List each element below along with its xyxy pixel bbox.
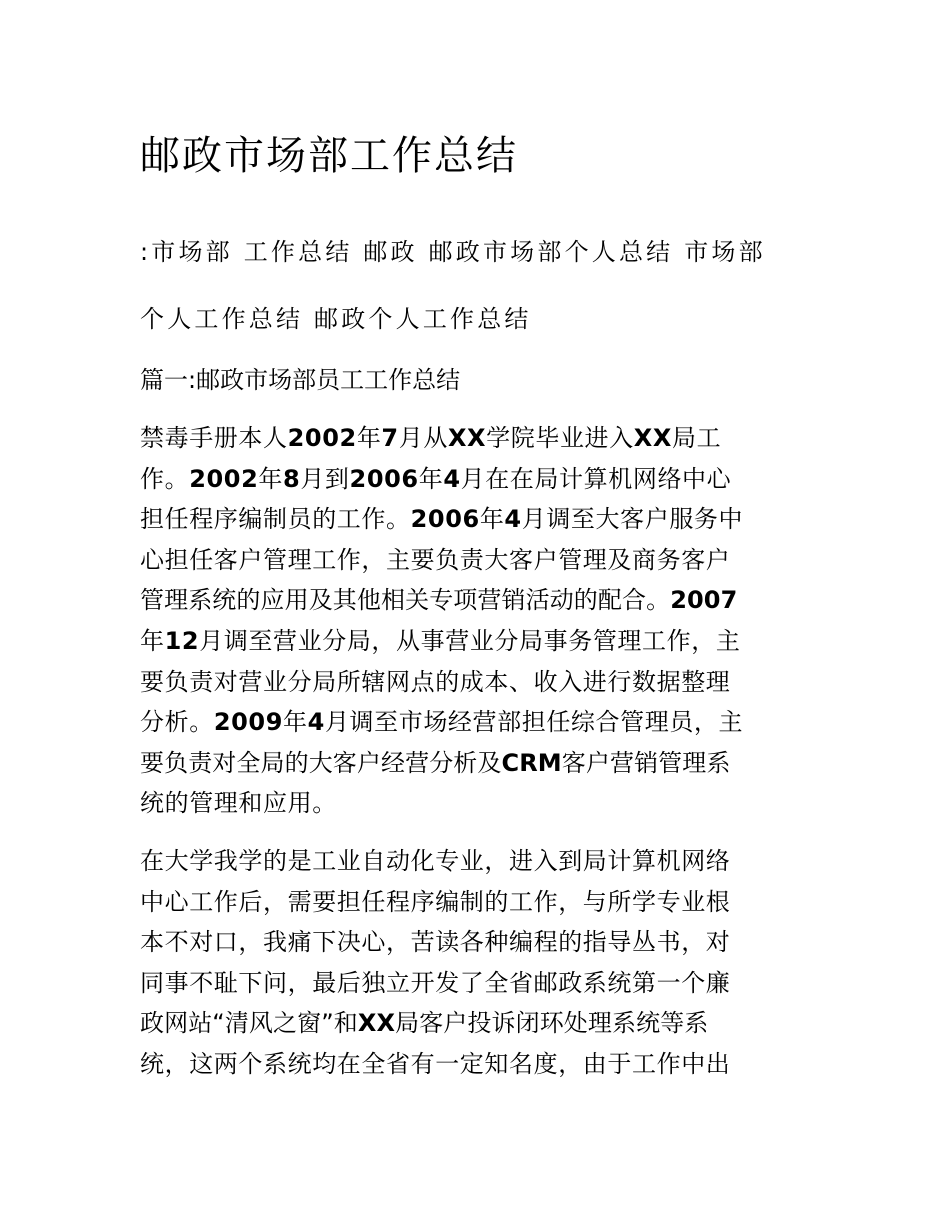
paragraph-line: 心担任客户管理工作，主要负责大客户管理及商务客户 [140,545,731,574]
emphasis-text: 2002 [189,464,259,493]
paragraph-line: 统，这两个系统均在全省有一定知名度，由于工作中出 [140,1049,731,1078]
emphasis-text: XX [633,424,672,452]
paragraph-line: 要负责对营业分局所辖网点的成本、收入进行数据整理 [140,667,731,696]
document-title: 邮政市场部工作总结 [140,133,518,179]
emphasis-text: XX [447,424,487,452]
emphasis-text: 2006 [410,505,480,534]
emphasis-text: CRM [501,748,562,777]
paragraph-line: 禁毒手册本人2002年7月从XX学院毕业进入XX局工 [140,424,722,452]
keywords-line: 个人工作总结 邮政个人工作总结 [140,305,532,333]
paragraph-line: 中心工作后，需要担任程序编制的工作，与所学专业根 [140,887,731,916]
emphasis-text: 2002 [287,424,357,452]
paragraph-line: 本不对口，我痛下决心，苦读各种编程的指导丛书，对 [140,928,731,957]
keywords-block [140,232,820,339]
section-heading: 篇一:邮政市场部员工工作总结 [140,366,461,394]
emphasis-text: 12 [164,626,200,655]
paragraph-line: 同事不耻下问，最后独立开发了全省邮政系统第一个廉 [140,968,731,997]
emphasis-text: 2009 [213,708,284,737]
paragraph-line: 统的管理和应用。 [140,789,337,818]
emphasis-text: 4 [307,708,325,737]
paragraph-2 [140,841,815,1085]
keywords-line: :市场部 工作总结 邮政 邮政市场部个人总结 市场部 [140,238,766,266]
emphasis-text: 4 [504,505,522,534]
emphasis-text: 2006 [349,464,419,493]
paragraph-line: 管理系统的应用及其他相关专项营销活动的配合。2007 [140,586,738,615]
paragraph-line: 分析。2009年4月调至市场经营部担任综合管理员，主 [140,708,744,737]
paragraph-line: 要负责对全局的大客户经营分析及CRM客户营销管理系 [140,748,731,777]
emphasis-text: 2007 [670,586,738,615]
emphasis-text: 8 [283,464,301,493]
emphasis-text: XX [357,1009,396,1038]
paragraph-line: 年12月调至营业分局，从事营业分局事务管理工作，主 [140,626,741,655]
emphasis-text: 7 [381,424,399,452]
paragraph-line: 作。2002年8月到2006年4月在在局计算机网络中心 [140,464,732,493]
paragraph-line: 在大学我学的是工业自动化专业，进入到局计算机网络 [140,847,731,875]
paragraph-1 [140,418,815,824]
emphasis-text: 4 [443,464,461,493]
paragraph-line: 担任程序编制员的工作。2006年4月调至大客户服务中 [140,505,744,534]
paragraph-line: 政网站“清风之窗”和XX局客户投诉闭环处理系统等系 [140,1009,709,1038]
